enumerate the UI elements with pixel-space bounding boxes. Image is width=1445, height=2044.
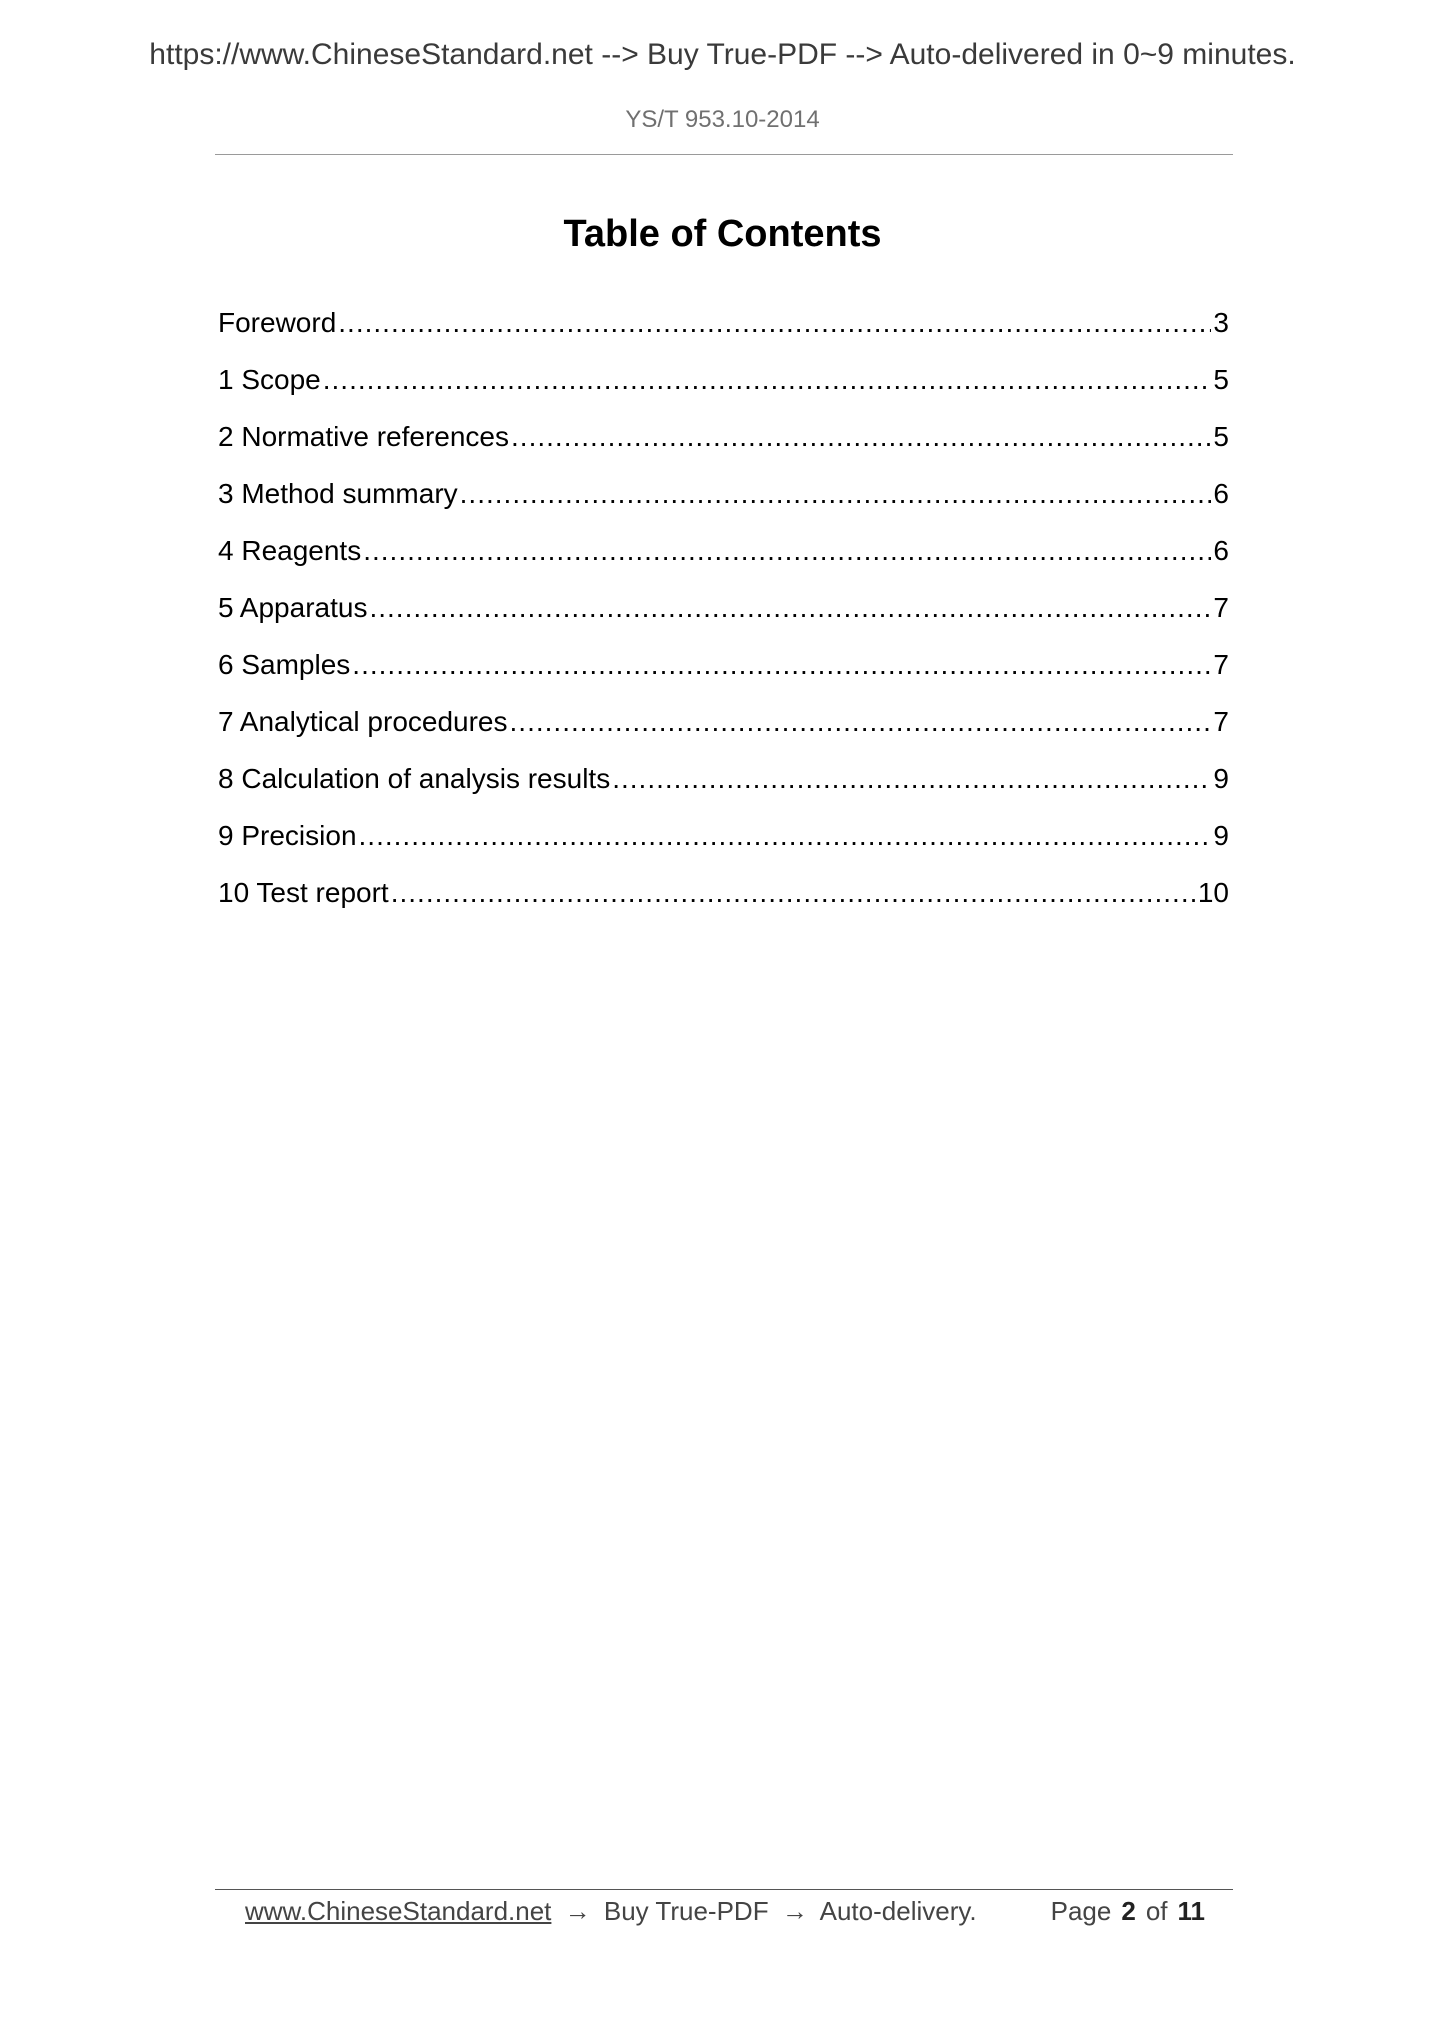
toc-entry-scope[interactable] [218,360,1229,417]
toc-entry-page: 6 [1213,478,1229,509]
toc-entry-normative-references[interactable] [218,417,1229,474]
toc-entry-page: 5 [1213,364,1229,395]
toc-entry-analytical-procedures[interactable] [218,702,1229,759]
toc-dot-leader [352,645,1211,685]
toc-entry-label: Foreword [218,307,337,338]
toc-entry-reagents[interactable] [218,531,1229,588]
toc-entry-page: 5 [1213,421,1229,452]
toc-dot-leader [391,873,1196,913]
toc-dot-leader [363,531,1211,571]
toc-entry-page: 7 [1213,649,1229,680]
right-arrow-icon: → [564,1896,591,1926]
page-word: Page [1050,1896,1112,1926]
footer-site-link[interactable]: www.ChineseStandard.net [245,1896,552,1926]
toc-entry-page: 9 [1213,820,1229,851]
toc-entry-foreword[interactable] [218,303,1229,360]
toc-dot-leader [323,360,1212,400]
toc-entry-page: 6 [1213,535,1229,566]
toc-entry-apparatus[interactable] [218,588,1229,645]
footer-delivery-text: Auto-delivery. [819,1896,977,1926]
footer-divider [215,1889,1233,1890]
toc-entry-label: 10 Test report [218,877,389,908]
toc-dot-leader [338,303,1211,343]
page-indicator [1051,1891,1205,1931]
toc-entry-precision[interactable] [218,816,1229,873]
toc-entry-label: 5 Apparatus [218,592,368,623]
toc-list [218,303,1229,930]
toc-entry-test-report[interactable] [218,873,1229,930]
toc-entry-label: 3 Method summary [218,478,458,509]
header-divider [215,154,1233,155]
top-banner[interactable]: https://www.ChineseStandard.net --> Buy True-PDF --> Auto-delivered in 0~9 minutes. [149,38,1296,71]
toc-entry-calculation[interactable] [218,759,1229,816]
toc-dot-leader [510,702,1212,742]
page-total: 11 [1177,1896,1205,1926]
toc-entry-page: 10 [1197,877,1229,908]
toc-entry-method-summary[interactable] [218,474,1229,531]
toc-dot-leader [460,474,1212,514]
toc-entry-label: 9 Precision [218,820,357,851]
toc-entry-label: 4 Reagents [218,535,362,566]
toc-entry-label: 1 Scope [218,364,321,395]
toc-dot-leader [612,759,1211,799]
toc-dot-leader [369,588,1211,628]
toc-entry-label: 8 Calculation of analysis results [218,763,611,794]
toc-entry-label: 7 Analytical procedures [218,706,508,737]
toc-entry-label: 2 Normative references [218,421,510,452]
toc-entry-samples[interactable] [218,645,1229,702]
toc-dot-leader [359,816,1212,856]
page-of-word: of [1145,1896,1168,1926]
page-title: Table of Contents [563,213,882,255]
toc-entry-page: 7 [1213,706,1229,737]
toc-dot-leader [511,417,1211,457]
toc-entry-page: 9 [1213,763,1229,794]
right-arrow-icon: → [781,1896,808,1926]
page-footer [245,1891,1205,1931]
document-code: YS/T 953.10-2014 [625,106,820,133]
page-current: 2 [1121,1896,1136,1926]
toc-entry-page: 7 [1213,592,1229,623]
footer-buy-text: Buy True-PDF [603,1896,769,1926]
toc-entry-page: 3 [1213,307,1229,338]
toc-entry-label: 6 Samples [218,649,351,680]
